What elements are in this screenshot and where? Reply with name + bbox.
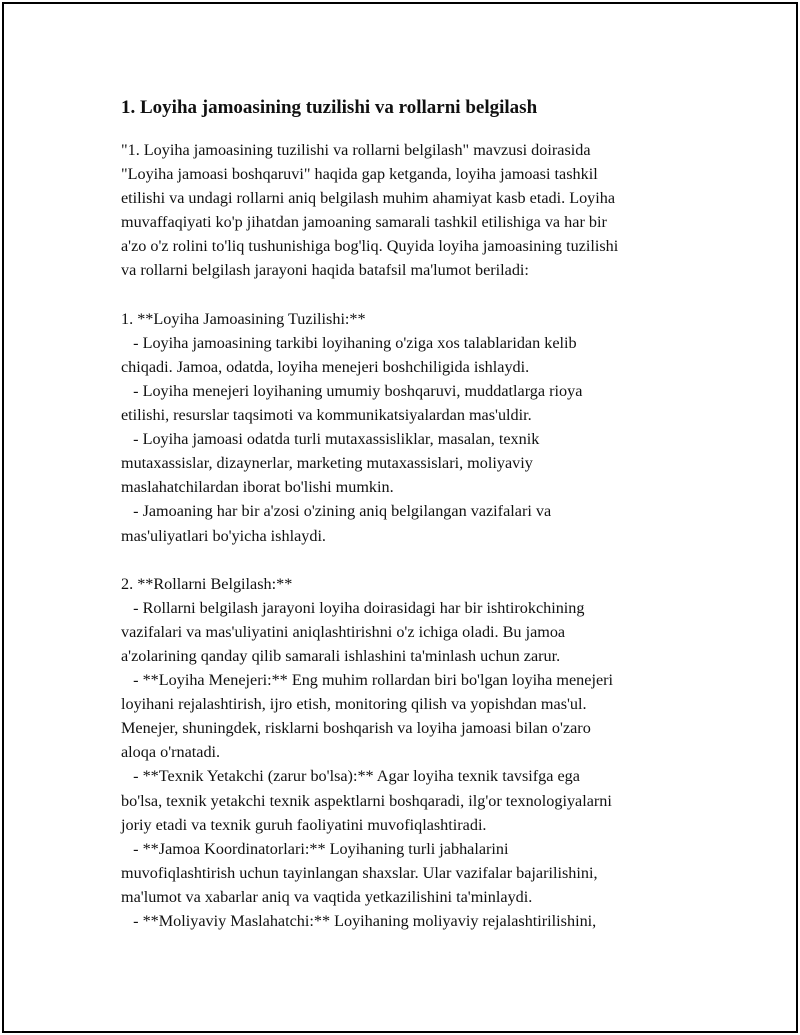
text-line: mutaxassislar, dizaynerlar, marketing mutaxassislari, moliyaviy [121, 454, 533, 473]
text-line: chiqadi. Jamoa, odatda, loyiha menejeri boshchiligida ishlaydi. [121, 357, 530, 376]
document-title: 1. Loyiha jamoasining tuzilishi va rollarni belgilash [121, 97, 538, 118]
text-line: a'zo o'z rolini to'liq tushunishiga bog'liq. Quyida loyiha jamoasining tuzilishi [121, 237, 619, 256]
blank-line [121, 548, 701, 572]
text-line: loyihani rejalashtirish, ijro etish, monitoring qilish va yopishdan mas'ul. [121, 695, 587, 714]
text-line: va rollarni belgilash jarayoni haqida batafsil ma'lumot beriladi: [121, 261, 529, 280]
text-line: Menejer, shuningdek, risklarni boshqarish va loyiha jamoasi bilan o'zaro [121, 719, 591, 738]
text-line: bo'lsa, texnik yetakchi texnik aspektlarni boshqaradi, ilg'or texnologiyalarni [121, 791, 612, 810]
text-line: "Loyiha jamoasi boshqaruvi" haqida gap ketganda, loyiha jamoasi tashkil [121, 165, 598, 184]
text-line: vazifalari va mas'uliyatini aniqlashtirishni o'z ichiga oladi. Bu jamoa [121, 622, 566, 641]
text-line: - **Moliyaviy Maslahatchi:** Loyihaning moliyaviy rejalashtirilishini, [121, 912, 597, 930]
text-line: "1. Loyiha jamoasining tuzilishi va rollarni belgilash" mavzusi doirasida [121, 141, 591, 159]
text-line: mas'uliyatlari bo'yicha ishlaydi. [121, 526, 326, 545]
document-page [2, 2, 798, 1033]
text-line: etilishi, resurslar taqsimoti va kommunikatsiyalardan mas'uldir. [121, 406, 532, 425]
text-line: joriy etadi va texnik guruh faoliyatini muvofiqlashtiradi. [121, 815, 487, 834]
blank-line [121, 283, 701, 307]
text-line: - **Loyiha Menejeri:** Eng muhim rollardan biri bo'lgan loyiha menejeri [121, 671, 614, 690]
text-line: muvaffaqiyati ko'p jihatdan jamoaning samarali tashkil etilishiga va har bir [121, 213, 607, 232]
text-line: - Loyiha menejeri loyihaning umumiy boshqaruvi, muddatlarga rioya [121, 381, 583, 400]
text-line: - **Jamoa Koordinatorlari:** Loyihaning turli jabhalarini [121, 839, 509, 858]
text-line: 1. **Loyiha Jamoasining Tuzilishi:** [121, 309, 366, 328]
document-content [121, 96, 701, 933]
text-line: - Rollarni belgilash jarayoni loyiha doirasidagi har bir ishtirokchining [121, 598, 585, 617]
text-line: a'zolarining qanday qilib samarali ishlashini ta'minlash uchun zarur. [121, 646, 561, 665]
text-line: 2. **Rollarni Belgilash:** [121, 574, 293, 593]
text-line: aloqa o'rnatadi. [121, 743, 221, 762]
text-line: - Loyiha jamoasi odatda turli mutaxassisliklar, masalan, texnik [121, 430, 540, 449]
text-line: - Jamoaning har bir a'zosi o'zining aniq belgilangan vazifalari va [121, 502, 552, 521]
text-line: - Loyiha jamoasining tarkibi loyihaning o'ziga xos talablaridan kelib [121, 333, 577, 352]
text-line: ma'lumot va xabarlar aniq va vaqtida yetkazilishini ta'minlaydi. [121, 887, 533, 906]
text-line: - **Texnik Yetakchi (zarur bo'lsa):** Agar loyiha texnik tavsifga ega [121, 767, 580, 786]
text-line: etilishi va undagi rollarni aniq belgilash muhim ahamiyat kasb etadi. Loyiha [121, 189, 616, 208]
text-line: muvofiqlashtirish uchun tayinlangan shaxslar. Ular vazifalar bajarilishini, [121, 863, 598, 882]
text-line: maslahatchilardan iborat bo'lishi mumkin. [121, 478, 394, 497]
document-body [121, 138, 701, 933]
